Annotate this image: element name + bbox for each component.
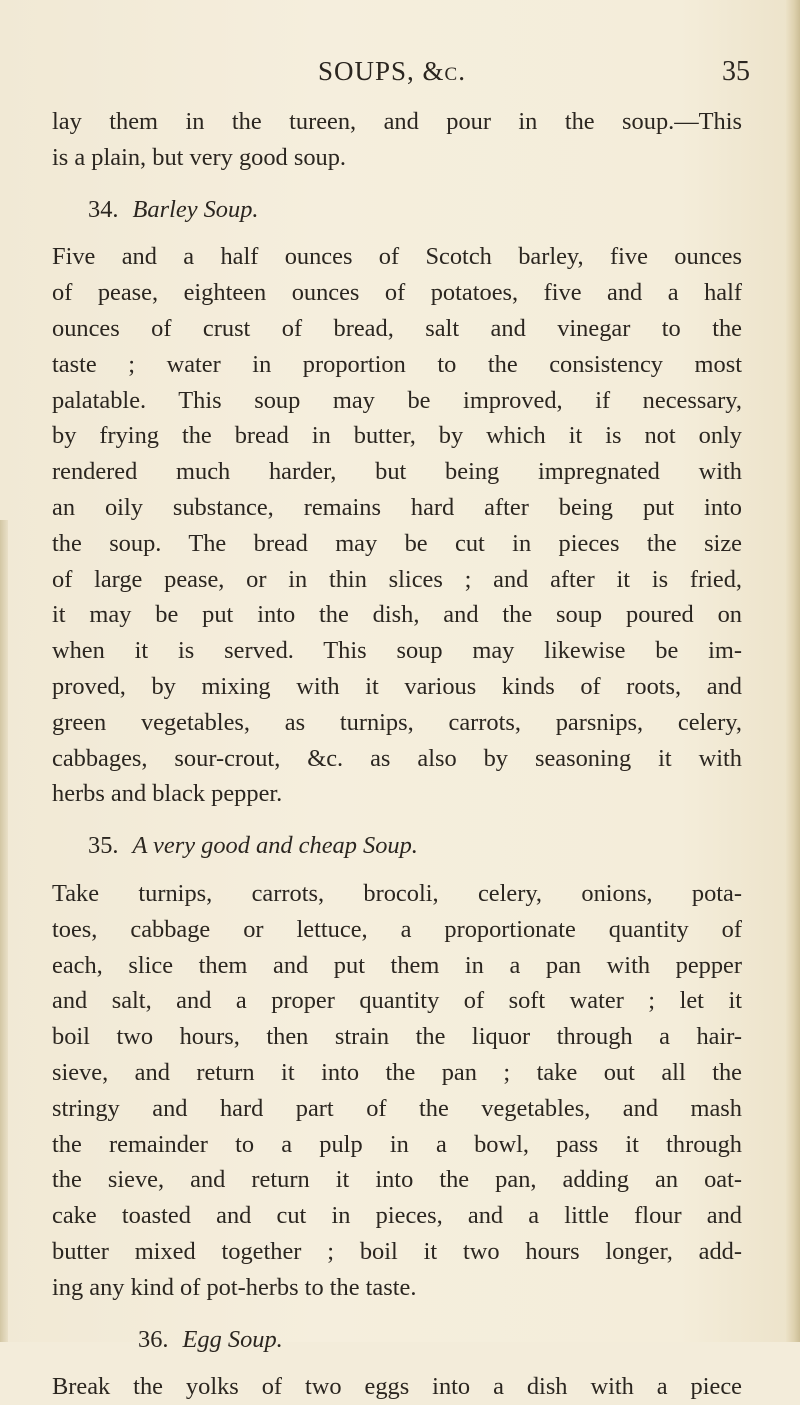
text-line: toes, cabbage or lettuce, a proportionate quantity of — [52, 915, 742, 943]
text-line: proved, by mixing with it various kinds of roots, and — [52, 672, 742, 700]
page-gutter-shadow — [0, 520, 8, 1342]
text-line: ing any kind of pot-herbs to the taste. — [52, 1273, 417, 1301]
recipe-number: 36. — [138, 1325, 169, 1353]
recipe-heading — [52, 192, 742, 228]
text-line: herbs and black pepper. — [52, 780, 283, 808]
text-line: Take turnips, carrots, brocoli, celery, onions, pota- — [52, 879, 742, 907]
page-header — [0, 56, 800, 96]
text-line: of pease, eighteen ounces of potatoes, five and a half — [52, 279, 742, 307]
text-line: Break the yolks of two eggs into a dish with a piece — [52, 1373, 742, 1401]
text-line: Five and a half ounces of Scotch barley, five ounces — [52, 243, 742, 271]
text-line: each, slice them and put them in a pan with pepper — [52, 951, 742, 979]
recipe-number: 34. — [88, 195, 119, 223]
text-line: green vegetables, as turnips, carrots, parsnips, celery, — [52, 708, 742, 736]
text-line: sieve, and return it into the pan ; take out all the — [52, 1058, 742, 1086]
text-line: butter mixed together ; boil it two hours longer, add- — [52, 1237, 742, 1265]
recipe-number: 35. — [88, 832, 119, 860]
recipe-title: Egg Soup. — [182, 1325, 283, 1353]
text-line: it may be put into the dish, and the soup poured on — [52, 601, 742, 629]
running-head: SOUPS, &c. — [318, 56, 466, 86]
body-text — [52, 104, 742, 1405]
text-line: stringy and hard part of the vegetables, and mash — [52, 1094, 742, 1122]
text-line: when it is served. This soup may likewise be im- — [52, 637, 742, 665]
text-line: taste ; water in proportion to the consistency most — [52, 350, 742, 378]
text-line: the sieve, and return it into the pan, adding an oat- — [52, 1166, 742, 1194]
text-line: cabbages, sour-crout, &c. as also by seasoning it with — [52, 744, 742, 772]
text-line: is a plain, but very good soup. — [52, 143, 347, 171]
text-line: by frying the bread in butter, by which it is not only — [52, 422, 742, 450]
text-line: cake toasted and cut in pieces, and a little flour and — [52, 1202, 742, 1230]
text-line: an oily substance, remains hard after being put into — [52, 493, 742, 521]
text-line: palatable. This soup may be improved, if necessary, — [52, 386, 742, 414]
page-edge — [786, 0, 800, 1342]
text-line: and salt, and a proper quantity of soft water ; let it — [52, 987, 742, 1015]
text-line: boil two hours, then strain the liquor through a hair- — [52, 1023, 742, 1051]
text-line: of large pease, or in thin slices ; and after it is fried, — [52, 565, 742, 593]
text-line: rendered much harder, but being impregnated with — [52, 458, 742, 486]
text-line: ounces of crust of bread, salt and vinegar to the — [52, 314, 742, 342]
recipe-heading — [52, 828, 742, 864]
page-number: 35 — [722, 56, 750, 87]
text-line: the soup. The bread may be cut in pieces the size — [52, 529, 742, 557]
recipe-title: A very good and cheap Soup. — [132, 832, 418, 860]
text-line: the remainder to a pulp in a bowl, pass it through — [52, 1130, 742, 1158]
recipe-heading — [52, 1322, 742, 1358]
recipe-title: Barley Soup. — [132, 195, 259, 223]
text-line: lay them in the tureen, and pour in the soup.—This — [52, 108, 742, 135]
